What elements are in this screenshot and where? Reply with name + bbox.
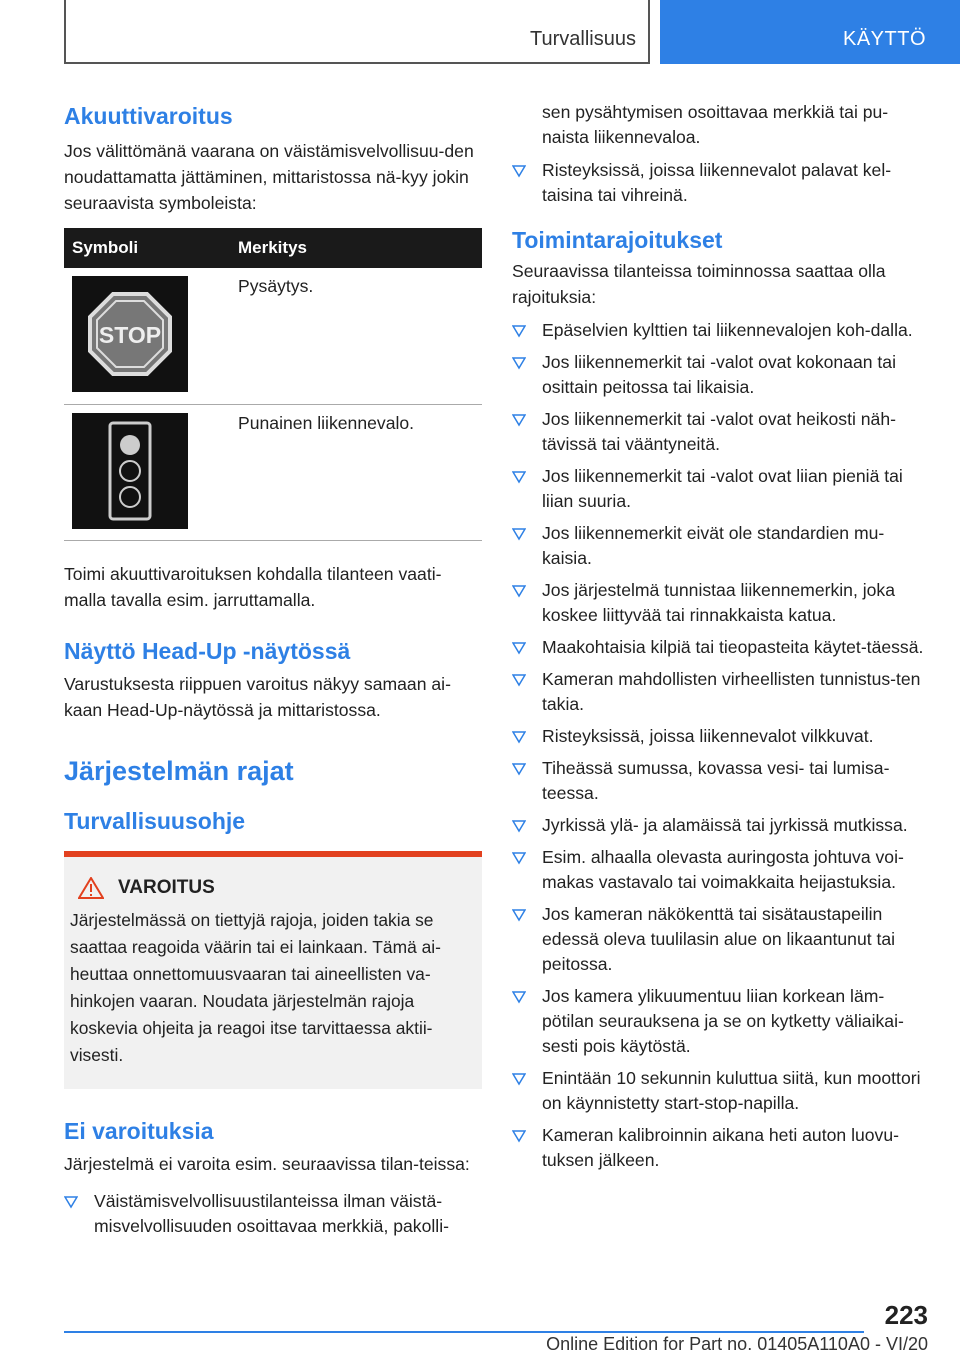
triangle-bullet-icon <box>512 324 526 338</box>
footer-edition: Online Edition for Part no. 01405A110A0 - VI/20 <box>546 1334 928 1354</box>
triangle-bullet-icon <box>512 819 526 833</box>
header-section-box <box>64 0 650 64</box>
triangle-bullet-icon <box>512 730 526 744</box>
table-header-meaning: Merkitys <box>230 228 482 268</box>
triangle-bullet-icon <box>512 1129 526 1143</box>
list-item: sen pysähtymisen osoittavaa merkkiä tai pu-naista liikennevaloa. <box>542 102 889 147</box>
triangle-bullet-icon <box>512 413 526 427</box>
paragraph-toimintarajoitukset: Seuraavissa tilanteissa toiminnossa saattaa olla rajoituksia: <box>512 261 886 307</box>
list-item: Kameran mahdollisten virheellisten tunnistus-ten takia. <box>512 667 930 717</box>
list-item: Esim. alhaalla olevasta auringosta johtuva voi-makas vastavalo tai voimakkaita heijastuksia. <box>512 845 930 895</box>
triangle-bullet-icon <box>512 990 526 1004</box>
heading-ei-varoituksia: Ei varoituksia <box>64 1117 214 1144</box>
list-item: Jos järjestelmä tunnistaa liikennemerkin, joka koskee liittyvää tai rinnakkaista katua. <box>512 578 930 628</box>
paragraph-toimi: Toimi akuuttivaroituksen kohdalla tilanteen vaati-malla tavalla esim. jarruttamalla. <box>64 563 442 610</box>
paragraph-akuuttivaroitus: Jos välittömänä vaarana on väistämisvelvollisuu-den noudattamatta jättäminen, mittaristossa nä-kyy jokin seuraavista symboleista: <box>64 141 474 213</box>
list-item: Risteyksissä, joissa liikennevalot vilkkuvat. <box>512 724 930 749</box>
list-item: Väistämisvelvollisuustilanteissa ilman väistä-misvelvollisuuden osoittavaa merkkiä, pakolli- <box>64 1189 482 1239</box>
warning-box <box>64 857 482 1089</box>
list-item: Jos liikennemerkit tai -valot ovat kokonaan tai osittain peitossa tai likaisia. <box>512 350 930 400</box>
heading-akuuttivaroitus: Akuuttivaroitus <box>64 103 233 129</box>
list-item: Jos liikennemerkit tai -valot ovat liian pieniä tai liian suuria. <box>512 464 930 514</box>
list-item: Maakohtaisia kilpiä tai tieopasteita käytet-täessä. <box>512 635 930 660</box>
list-item: Risteyksissä, joissa liikennevalot palavat kel-taisina tai vihreinä. <box>512 158 930 208</box>
list-item: Tiheässä sumussa, kovassa vesi- tai lumisa-teessa. <box>512 756 930 806</box>
table-cell-meaning: Punainen liikennevalo. <box>230 404 482 540</box>
bullet-list-right-a <box>512 100 930 208</box>
list-item: Kameran kalibroinnin aikana heti auton luovu-tuksen jälkeen. <box>512 1123 930 1173</box>
triangle-bullet-icon <box>512 673 526 687</box>
triangle-bullet-icon <box>512 641 526 655</box>
heading-turvallisuusohje: Turvallisuusohje <box>64 807 246 834</box>
paragraph-naytto: Varustuksesta riippuen varoitus näkyy samaan ai-kaan Head-Up-näytössä ja mittaristossa. <box>64 673 451 720</box>
table-header-symbol: Symboli <box>64 228 230 268</box>
footer-rule <box>64 1331 864 1333</box>
heading-naytto: Näyttö Head-Up -näytössä <box>64 637 351 664</box>
warning-triangle-icon <box>78 877 104 899</box>
list-item: Jos liikennemerkit tai -valot ovat heikosti näh-tävissä tai vääntyneitä. <box>512 407 930 457</box>
list-item: Jyrkissä ylä- ja alamäissä tai jyrkissä mutkissa. <box>512 813 930 838</box>
list-item: Epäselvien kylttien tai liikennevalojen koh-dalla. <box>512 318 930 343</box>
left-column <box>64 100 482 1246</box>
stop-sign-icon <box>72 276 188 392</box>
heading-jarjestelman-rajat: Järjestelmän rajat <box>64 755 294 786</box>
list-item: Jos liikennemerkit eivät ole standardien mu-kaisia. <box>512 521 930 571</box>
list-item: Jos kameran näkökenttä tai sisätaustapeilin edessä oleva tuulilasin alue on likaantunut tai peitossa. <box>512 902 930 977</box>
header-chapter-title: KÄYTTÖ <box>842 28 926 50</box>
triangle-bullet-icon <box>512 1072 526 1086</box>
table-cell-meaning: Pysäytys. <box>230 268 482 404</box>
symbol-table <box>64 228 482 541</box>
paragraph-ei-varoituksia: Järjestelmä ei varoita esim. seuraavissa tilan-teissa: <box>64 1153 470 1174</box>
bullet-list-right-b <box>512 318 930 1173</box>
table-row <box>64 404 482 540</box>
list-item: Enintään 10 sekunnin kuluttua siitä, kun moottori on käynnistetty start-stop-napilla. <box>512 1066 930 1116</box>
page-number: 223 <box>884 1300 928 1330</box>
triangle-bullet-icon <box>64 1195 78 1209</box>
triangle-bullet-icon <box>512 527 526 541</box>
warning-title <box>78 877 472 899</box>
warning-title-text: VAROITUS <box>118 876 215 898</box>
triangle-bullet-icon <box>512 164 526 178</box>
stop-sign-text: STOP <box>98 322 162 348</box>
triangle-bullet-icon <box>512 356 526 370</box>
triangle-bullet-icon <box>512 584 526 598</box>
triangle-bullet-icon <box>512 908 526 922</box>
bullet-list-left <box>64 1189 482 1239</box>
table-row <box>64 268 482 404</box>
list-item: Jos kamera ylikuumentuu liian korkean läm-pötilan seurauksena ja se on kytketty väliaikai-sesti pois käytöstä. <box>512 984 930 1059</box>
header-chapter-tab <box>660 0 960 64</box>
triangle-bullet-icon <box>512 470 526 484</box>
right-column <box>512 100 930 1180</box>
warning-text: Järjestelmässä on tiettyjä rajoja, joiden takia se saattaa reagoida väärin tai ei lainkaan. Tämä ai-heuttaa onnettomuusvaaran tai aineellisten va-hinkojen vaaran. Noudata järjestelmän rajoja koskevia ohjeita ja reagoi itse tarvittaessa aktii-visesti. <box>70 909 441 1065</box>
header-section-title: Turvallisuus <box>530 28 636 50</box>
triangle-bullet-icon <box>512 762 526 776</box>
red-traffic-light-icon <box>72 413 188 529</box>
triangle-bullet-icon <box>512 851 526 865</box>
heading-toimintarajoitukset: Toimintarajoitukset <box>512 227 723 253</box>
